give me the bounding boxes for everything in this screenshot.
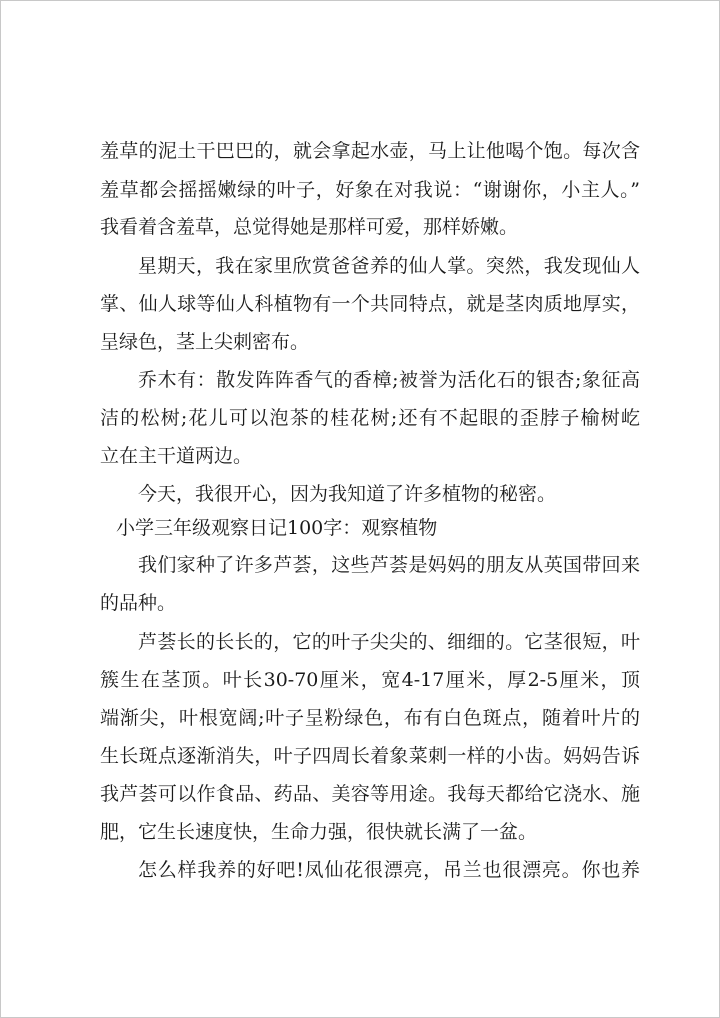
text-line: 我芦荟可以作食品、药品、美容等用途。我每天都给它浇水、施 — [100, 783, 640, 805]
text-line: 羞草都会摇摇嫩绿的叶子，好象在对我说：“谢谢你，小主人。” — [100, 179, 640, 201]
paragraph-first-line: 我们家种了许多芦荟，这些芦荟是妈妈的朋友从英国带回来 — [138, 554, 640, 576]
paragraph-first-line: 芦荟长的长长的，它的叶子尖尖的、细细的。它茎很短，叶 — [138, 631, 640, 653]
paragraph-first-line: 今天，我很开心，因为我知道了许多植物的秘密。 — [138, 483, 557, 505]
paragraph-first-line: 怎么样我养的好吧!凤仙花很漂亮，吊兰也很漂亮。你也养 — [138, 859, 640, 881]
text-line: 肥，它生长速度快，生命力强，很快就长满了一盆。 — [100, 821, 538, 843]
text-line: 呈绿色，茎上尖刺密布。 — [100, 331, 310, 353]
text-line: 生长斑点逐渐消失，叶子四周长着象菜刺一样的小齿。妈妈告诉 — [100, 745, 640, 767]
paragraph-first-line: 乔木有：散发阵阵香气的香樟;被誉为活化石的银杏;象征高 — [138, 369, 640, 391]
section-heading: 小学三年级观察日记100字：观察植物 — [116, 517, 438, 539]
text-line: 立在主干道两边。 — [100, 445, 253, 467]
paragraph-first-line: 星期天，我在家里欣赏爸爸养的仙人掌。突然，我发现仙人 — [138, 255, 640, 277]
text-line: 的品种。 — [100, 592, 177, 614]
text-line: 羞草的泥土干巴巴的，就会拿起水壶，马上让他喝个饱。每次含 — [100, 140, 640, 162]
text-line: 我看着含羞草，总觉得她是那样可爱，那样娇嫩。 — [100, 216, 519, 238]
text-line: 掌、仙人球等仙人科植物有一个共同特点，就是茎肉质地厚实， — [100, 293, 640, 315]
text-line: 端渐尖，叶根宽阔;叶子呈粉绿色，布有白色斑点，随着叶片的 — [100, 707, 640, 729]
text-line: 洁的松树;花儿可以泡茶的桂花树;还有不起眼的歪脖子榆树屹 — [100, 407, 640, 429]
text-line: 簇生在茎顶。叶长30-70厘米，宽4-17厘米，厚2-5厘米，顶 — [100, 669, 640, 691]
